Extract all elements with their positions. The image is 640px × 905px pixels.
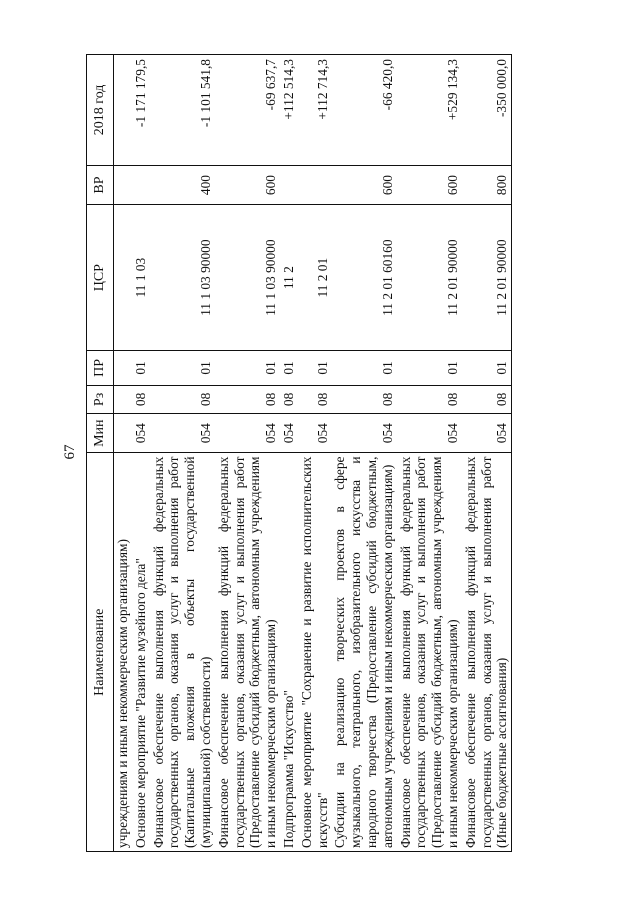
table-header-row <box>87 55 114 852</box>
row-min <box>114 413 132 453</box>
row-name: Финансовое обеспечение выполнения функций федеральных государственных органов, оказания услуг и выполнения работ (Предоставление субсидий бюджетным, автономным учреждениям и иным некоммерческим организациям) <box>397 453 462 852</box>
table-row <box>298 55 332 852</box>
row-csr: 11 1 03 90000 <box>215 205 280 351</box>
row-amount: +112 514,3 <box>280 55 298 166</box>
row-rz: 08 <box>331 385 396 413</box>
row-rz: 08 <box>298 385 332 413</box>
row-min: 054 <box>298 413 332 453</box>
table-row <box>462 55 512 852</box>
table-row <box>215 55 280 852</box>
row-csr: 11 2 01 90000 <box>462 205 512 351</box>
table-row <box>150 55 215 852</box>
row-pr: 01 <box>280 350 298 385</box>
row-amount: -1 171 179,5 <box>132 55 150 166</box>
row-pr: 01 <box>132 350 150 385</box>
row-pr: 01 <box>298 350 332 385</box>
row-csr: 11 2 01 90000 <box>397 205 462 351</box>
row-csr <box>114 205 132 351</box>
row-amount: -350 000,0 <box>462 55 512 166</box>
row-csr: 11 1 03 <box>132 205 150 351</box>
rotated-page-content <box>86 54 598 852</box>
row-vr: 600 <box>331 165 396 205</box>
row-name: Финансовое обеспечение выполнения функций федеральных государственных органов, оказания услуг и выполнения работ (Иные бюджетные ассигнования) <box>462 453 512 852</box>
table-row <box>114 55 132 852</box>
row-name: Субсидии на реализацию творческих проектов в сфере музыкального, театрального, изобразительного искусства и народного творчества (Предоставление субсидий бюджетным, автономным учреждениям и иным некоммерческим организациям) <box>331 453 396 852</box>
row-rz: 08 <box>280 385 298 413</box>
row-rz: 08 <box>462 385 512 413</box>
row-csr: 11 2 01 <box>298 205 332 351</box>
row-vr: 600 <box>215 165 280 205</box>
header-min: Мин <box>87 413 114 453</box>
row-name: Финансовое обеспечение выполнения функций федеральных государственных органов, оказания услуг и выполнения работ (Предоставление субсидий бюджетным, автономным учреждениям и иным некоммерческим организациям) <box>215 453 280 852</box>
row-pr <box>114 350 132 385</box>
row-name: Финансовое обеспечение выполнения функций федеральных государственных органов, оказания услуг и выполнения работ (Капитальные вложения в объекты государственной (муниципальной) собственности) <box>150 453 215 852</box>
table-row <box>132 55 150 852</box>
row-min: 054 <box>331 413 396 453</box>
row-vr: 800 <box>462 165 512 205</box>
row-rz: 08 <box>215 385 280 413</box>
row-amount: +112 714,3 <box>298 55 332 166</box>
row-min: 054 <box>397 413 462 453</box>
page-number: 67 <box>62 444 78 460</box>
header-pr: ПР <box>87 350 114 385</box>
row-vr <box>132 165 150 205</box>
table-row <box>397 55 462 852</box>
row-pr: 01 <box>462 350 512 385</box>
row-min: 054 <box>215 413 280 453</box>
header-csr: ЦСР <box>87 205 114 351</box>
row-amount: -1 101 541,8 <box>150 55 215 166</box>
header-vr: ВР <box>87 165 114 205</box>
header-rz: Рз <box>87 385 114 413</box>
row-vr: 400 <box>150 165 215 205</box>
row-min: 054 <box>280 413 298 453</box>
row-rz: 08 <box>132 385 150 413</box>
budget-table <box>86 54 512 852</box>
row-amount: -66 420,0 <box>331 55 396 166</box>
table-row <box>280 55 298 852</box>
row-vr <box>298 165 332 205</box>
row-amount: -69 637,7 <box>215 55 280 166</box>
row-pr: 01 <box>397 350 462 385</box>
table-row <box>331 55 396 852</box>
row-vr <box>114 165 132 205</box>
row-pr: 01 <box>331 350 396 385</box>
row-name: Основное мероприятие "Сохранение и развитие исполнительских искусств" <box>298 453 332 852</box>
row-min: 054 <box>132 413 150 453</box>
row-rz <box>114 385 132 413</box>
row-vr <box>280 165 298 205</box>
header-name: Наименование <box>87 453 114 852</box>
row-amount: +529 134,3 <box>397 55 462 166</box>
row-rz: 08 <box>397 385 462 413</box>
row-name: Основное мероприятие "Развитие музейного дела" <box>132 453 150 852</box>
row-min: 054 <box>462 413 512 453</box>
row-name: Подпрограмма "Искусство" <box>280 453 298 852</box>
row-rz: 08 <box>150 385 215 413</box>
row-csr: 11 2 <box>280 205 298 351</box>
row-csr: 11 2 01 60160 <box>331 205 396 351</box>
row-csr: 11 1 03 90000 <box>150 205 215 351</box>
row-pr: 01 <box>150 350 215 385</box>
row-amount <box>114 55 132 166</box>
row-vr: 600 <box>397 165 462 205</box>
row-name: учреждениям и иным некоммерческим организациям) <box>114 453 132 852</box>
row-min: 054 <box>150 413 215 453</box>
header-amount: 2018 год <box>87 55 114 166</box>
row-pr: 01 <box>215 350 280 385</box>
